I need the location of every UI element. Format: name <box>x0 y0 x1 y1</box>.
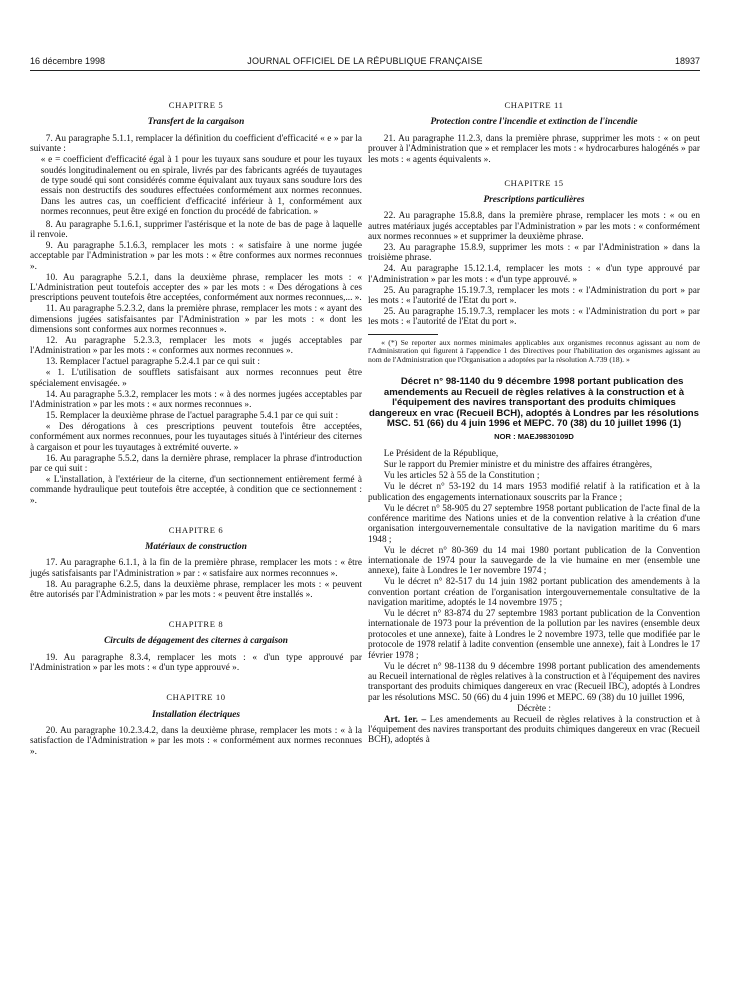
recital-decree-58-905: Vu le décret n° 58-905 du 27 septembre 1958 portant publication de l'acte final de la conférence maritime des Nations unies et de la convention relative à la création d'une organisation intergouvernementale consultative de la navigation maritime du 6 mars 1948 ; <box>368 503 700 545</box>
paragraph-9: 9. Au paragraphe 5.1.6.3, remplacer les mots : « satisfaire à une norme jugée acceptable par l'Administration » par les mots : « être conformes aux normes reconnues ». <box>30 240 362 272</box>
chapter-15-title: Prescriptions particulières <box>483 194 585 205</box>
paragraph-13-quote: « 1. L'utilisation de soufflets satisfaisant aux normes reconnues peut être spécialement envisagée. » <box>30 368 362 389</box>
journal-title: JOURNAL OFFICIEL DE LA RÉPUBLIQUE FRANÇAISE <box>247 56 483 66</box>
chapter-15-heading: CHAPITRE 15 <box>504 177 564 188</box>
paragraph-25-repeat: 25. Au paragraphe 15.19.7.3, remplacer les mots : « l'Administration du port » par les mots : « l'autorité de l'Etat du port ». <box>368 307 700 328</box>
decrete: Décrète : <box>517 703 551 714</box>
paragraph-17: 17. Au paragraphe 6.1.1, à la fin de la première phrase, remplacer les mots : « être jugés satisfaisants par l'Administration » par : « satisfaire aux normes reconnues ». <box>30 558 362 579</box>
paragraph-12: 12. Au paragraphe 5.2.3.3, remplacer les mots « jugés acceptables par l'Administration » par les mots : « conformes aux normes reconnues ». <box>30 336 362 357</box>
paragraph-15-quote: « Des dérogations à ces prescriptions peuvent toutefois être acceptées, conformément aux normes reconnues, pour les tuyautages situés à l'intérieur des citernes à cargaison et pour les tuyautages à extrémité ouverte. » <box>30 421 362 453</box>
paragraph-25: 25. Au paragraphe 15.19.7.3, remplacer les mots : « l'Administration du port » par les mots : « l'autorité de l'Etat du port ». <box>368 285 700 307</box>
page-number: 18937 <box>674 56 700 66</box>
recital-decree-83-874: Vu le décret n° 83-874 du 27 septembre 1983 portant publication de la Convention internationale de 1973 pour la prévention de la pollution par les navires (ensemble deux protocoles et une annexe), faite à Londres le 2 novembre 1973, telle que modifiée par le protocole de 1978 relatif à ladite convention (ensemble une annexe), fait à Londres le 17 février 1978 ; <box>368 609 700 661</box>
paragraph-16: 16. Au paragraphe 5.5.2, dans la dernière phrase, remplacer la phrase d'introduction par ce qui suit : <box>30 453 362 474</box>
paragraph-14: 14. Au paragraphe 5.3.2, remplacer les mots : « à des normes jugées acceptables par l'Administration » par les mots : « aux normes reconnues ». <box>30 389 362 410</box>
nor-reference: NOR : MAEJ9830109D <box>494 432 574 442</box>
page-header <box>30 56 700 70</box>
recital-constitution: Vu les articles 52 à 55 de la Constitution ; <box>383 471 540 482</box>
paragraph-7-definition: « e = coefficient d'efficacité égal à 1 pour les tuyaux sans soudure et pour les tuyaux soudés longitudinalement ou en spirale, livrés par des fabricants agréés de tuyautages de type soudé qui sont considérés comme équivalant aux tuyaux sans soudure lors des essais non destructifs des soudures effectuées conformément aux normes reconnues. Dans les autres cas, un coefficient d'efficacité inférieur à 1, conformément aux normes reconnues, peut être exigé en fonction du procédé de fabrication. » <box>40 155 362 218</box>
paragraph-8: 8. Au paragraphe 5.1.6.1, supprimer l'astérisque et la note de bas de page à laquelle il renvoie. <box>30 219 362 240</box>
paragraph-16-quote: « L'installation, à l'extérieur de la citerne, d'un sectionnement entièrement fermé à commande hydraulique peut toutefois être acceptée, à condition que ce sectionnement : ». <box>30 474 362 506</box>
chapter-5-title: Transfert de la cargaison <box>147 117 245 128</box>
chapter-11-heading: CHAPITRE 11 <box>504 100 564 110</box>
article-1-text: Les amendements au Recueil de règles relatives à la construction et à l'équipement des navires transportant des produits chimiques dangereux en vrac (Recueil BCH), adoptés à <box>368 714 700 746</box>
chapter-8-title: Circuits de dégagement des citernes à cargaison <box>104 636 288 647</box>
recital-decree-53-192: Vu le décret n° 53-192 du 14 mars 1953 modifié relatif à la ratification et à la publication des engagements internationaux souscrits par la France ; <box>368 482 700 503</box>
paragraph-13: 13. Remplacer l'actuel paragraphe 5.2.4.1 par ce qui suit : <box>45 357 260 368</box>
chapter-5-heading: CHAPITRE 5 <box>168 100 224 110</box>
paragraph-18: 18. Au paragraphe 6.2.5, dans la deuxième phrase, remplacer les mots : « peuvent être autorisés par l'Administration » par les mots : « peuvent être installés ». <box>30 579 362 601</box>
paragraph-7: 7. Au paragraphe 5.1.1, remplacer la définition du coefficient d'efficacité « e » par la suivante : <box>30 133 362 155</box>
footnote: « (*) Se reporter aux normes minimales applicables aux organismes reconnus agissant au nom de l'Administration qui figurent à l'appendice 1 des Directives pour l'habilitation des organismes agissant au nom de l'Administration que l'Organisation a adoptées par la résolution A.739 (18). » <box>368 337 700 364</box>
decree-title: Décret n° 98-1140 du 9 décembre 1998 portant publication des amendements au Recueil de règles relatives à la construction et à l'équipement des navires transportant des produits chimiques dangereux en vrac (Recueil BCH), adoptés à Londres par les résolutions MSC. 51 (66) du 4 juin 1996 et MEPC. 70 (38) du 10 juillet 1996 (1) <box>368 376 699 430</box>
header-rule <box>30 70 700 71</box>
header-date: 16 décembre 1998 <box>30 56 106 66</box>
paragraph-19: 19. Au paragraphe 8.3.4, remplacer les mots : « d'un type approuvé par l'Administration » par les mots : « d'un type approuvé ». <box>30 652 362 674</box>
paragraph-15: 15. Remplacer la deuxième phrase de l'actuel paragraphe 5.4.1 par ce qui suit : <box>45 410 339 421</box>
article-1 <box>368 715 700 746</box>
paragraph-10: 10. Au paragraphe 5.2.1, dans la deuxième phrase, remplacer les mots : « L'Administration peut toutefois accepter des » par les mots : « Des dérogations à ces prescriptions peuvent toutefois être acceptées, conformément aux normes reconnues,... ». <box>30 272 362 304</box>
chapter-8-heading: CHAPITRE 8 <box>168 618 224 629</box>
paragraph-22: 22. Au paragraphe 15.8.8, dans la première phrase, remplacer les mots : « ou en autres matériaux jugés acceptables par l'Administration » par les mots : « conformément aux normes reconnues » et supprimer la deuxième phrase. <box>368 211 700 243</box>
chapter-10-heading: CHAPITRE 10 <box>166 692 226 703</box>
recital-decree-98-1138: Vu le décret n° 98-1138 du 9 décembre 1998 portant publication des amendements au Recueil international de règles relatives à la construction et à l'équipement des navires transportant des produits chimiques dangereux en vrac (Recueil IBC), adoptés à Londres par les résolutions MSC. 50 (66) du 4 juin 1996 et MEPC. 69 (38) du 10 juillet 1996, <box>368 661 700 703</box>
footnote-rule <box>368 334 438 335</box>
article-1-label: Art. 1er. – <box>383 714 427 725</box>
right-column <box>368 100 700 746</box>
recital-decree-82-517: Vu le décret n° 82-517 du 14 juin 1982 portant publication des amendements à la convention portant création de l'organisation intergouvernementale consultative de la navigation maritime, adoptés le 14 novembre 1975 ; <box>368 577 700 609</box>
left-column <box>30 100 362 758</box>
paragraph-24: 24. Au paragraphe 15.12.1.4, remplacer les mots : « d'un type approuvé par l'Administration » par les mots : « d'un type approuvé. » <box>368 264 700 285</box>
paragraph-11: 11. Au paragraphe 5.2.3.2, dans la première phrase, remplacer les mots : « ayant des dimensions jugées satisfaisantes par l'Administration » par les mots : « dont les dimensions sont conformes aux normes reconnues ». <box>30 304 362 336</box>
chapter-11-title: Protection contre l'incendie et extinction de l'incendie <box>430 117 638 128</box>
chapter-6-heading: CHAPITRE 6 <box>168 524 224 535</box>
chapter-10-title: Installation électriques <box>151 709 241 720</box>
recital-president: Le Président de la République, <box>383 449 499 460</box>
recital-report: Sur le rapport du Premier ministre et du ministre des affaires étrangères, <box>383 460 653 471</box>
paragraph-23: 23. Au paragraphe 15.8.9, supprimer les mots : « par l'Administration » dans la troisième phrase. <box>368 243 700 264</box>
chapter-6-title: Matériaux de construction <box>145 541 247 552</box>
recital-decree-80-369: Vu le décret n° 80-369 du 14 mai 1980 portant publication de la Convention internationale de 1974 pour la sauvegarde de la vie humaine en mer (ensemble une annexe), faite à Londres le 1er novembre 1974 ; <box>368 545 700 577</box>
paragraph-21: 21. Au paragraphe 11.2.3, dans la première phrase, supprimer les mots : « on peut prouver à l'Administration que » et remplacer les mots : « hydrocarbures halogénés » par les mots : « agents équivalents ». <box>368 133 700 165</box>
paragraph-20: 20. Au paragraphe 10.2.3.4.2, dans la deuxième phrase, remplacer les mots : « à la satisfaction de l'Administration » par les mots : « conformément aux normes reconnues ». <box>30 725 362 757</box>
